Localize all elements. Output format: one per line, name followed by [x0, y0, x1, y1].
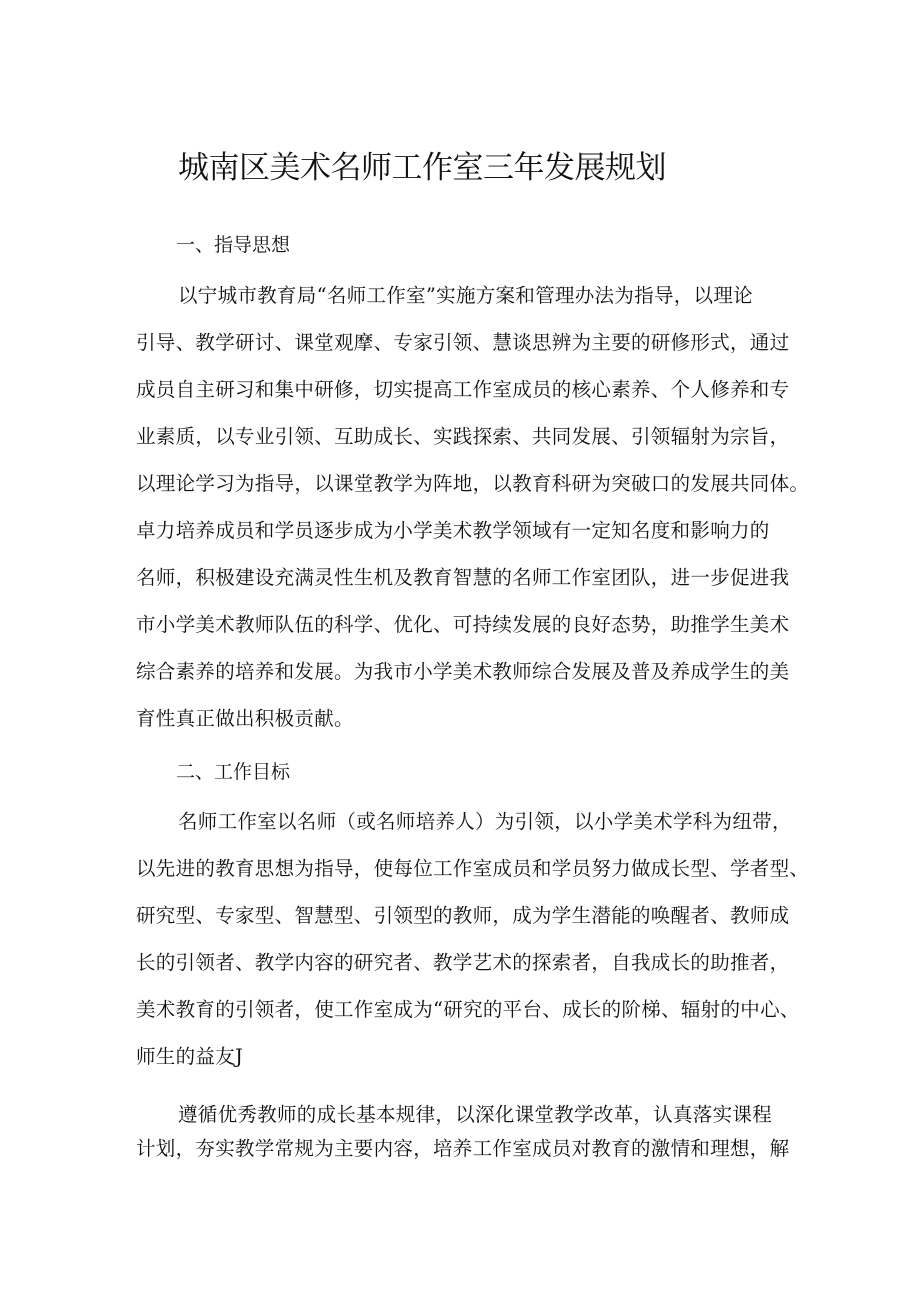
paragraph-line: 师生的益友J: [136, 1045, 244, 1068]
paragraph-line: 长的引领者、教学内容的研究者、教学艺术的探索者，自我成长的助推者，: [136, 951, 790, 974]
paragraph-line: 以理论学习为指导，以课堂教学为阵地，以教育科研为突破口的发展共同体。: [136, 472, 810, 495]
paragraph-line: 业素质，以专业引领、互助成长、实践探索、共同发展、引领辐射为宗旨，: [136, 425, 790, 448]
paragraph-line: 遵循优秀教师的成长基本规律，以深化课堂教学改革，认真落实课程: [178, 1103, 773, 1126]
paragraph-line: 市小学美术教师队伍的科学、优化、可持续发展的良好态势，助推学生美术: [136, 613, 790, 636]
paragraph-line: 以宁城市教育局“名师工作室”实施方案和管理办法为指导，以理论: [178, 284, 753, 307]
paragraph-line: 引导、教学研讨、课堂观摩、专家引领、慧谈思辨为主要的研修形式，通过: [136, 331, 790, 354]
paragraph-line: 成员自主研习和集中研修，切实提高工作室成员的核心素养、个人修养和专: [136, 378, 790, 401]
paragraph-line: 综合素养的培养和发展。为我市小学美术教师综合发展及普及养成学生的美: [136, 660, 790, 683]
section-heading-work-goals: 二、工作目标: [176, 761, 291, 783]
paragraph-line: 以先进的教育思想为指导，使每位工作室成员和学员努力做成长型、学者型、: [136, 857, 810, 880]
paragraph-line: 美术教育的引领者，使工作室成为“研究的平台、成长的阶梯、辐射的中心、: [136, 998, 800, 1021]
paragraph-line: 名师，积极建设充满灵性生机及教育智慧的名师工作室团队，进一步促进我: [136, 566, 790, 589]
paragraph-line: 育性真正做出积极贡献。: [136, 707, 354, 730]
paragraph-line: 研究型、专家型、智慧型、引领型的教师，成为学生潜能的唤醒者、教师成: [136, 904, 790, 927]
section-heading-guiding-ideology: 一、指导思想: [176, 234, 291, 256]
document-title: 城南区美术名师工作室三年发展规划: [178, 150, 666, 186]
paragraph-line: 名师工作室以名师（或名师培养人）为引领，以小学美术学科为纽带，: [178, 810, 792, 833]
paragraph-line: 卓力培养成员和学员逐步成为小学美术教学领域有一定知名度和影响力的: [136, 519, 770, 542]
paragraph-line: 计划，夯实教学常规为主要内容，培养工作室成员对教育的激情和理想，解: [136, 1137, 790, 1160]
